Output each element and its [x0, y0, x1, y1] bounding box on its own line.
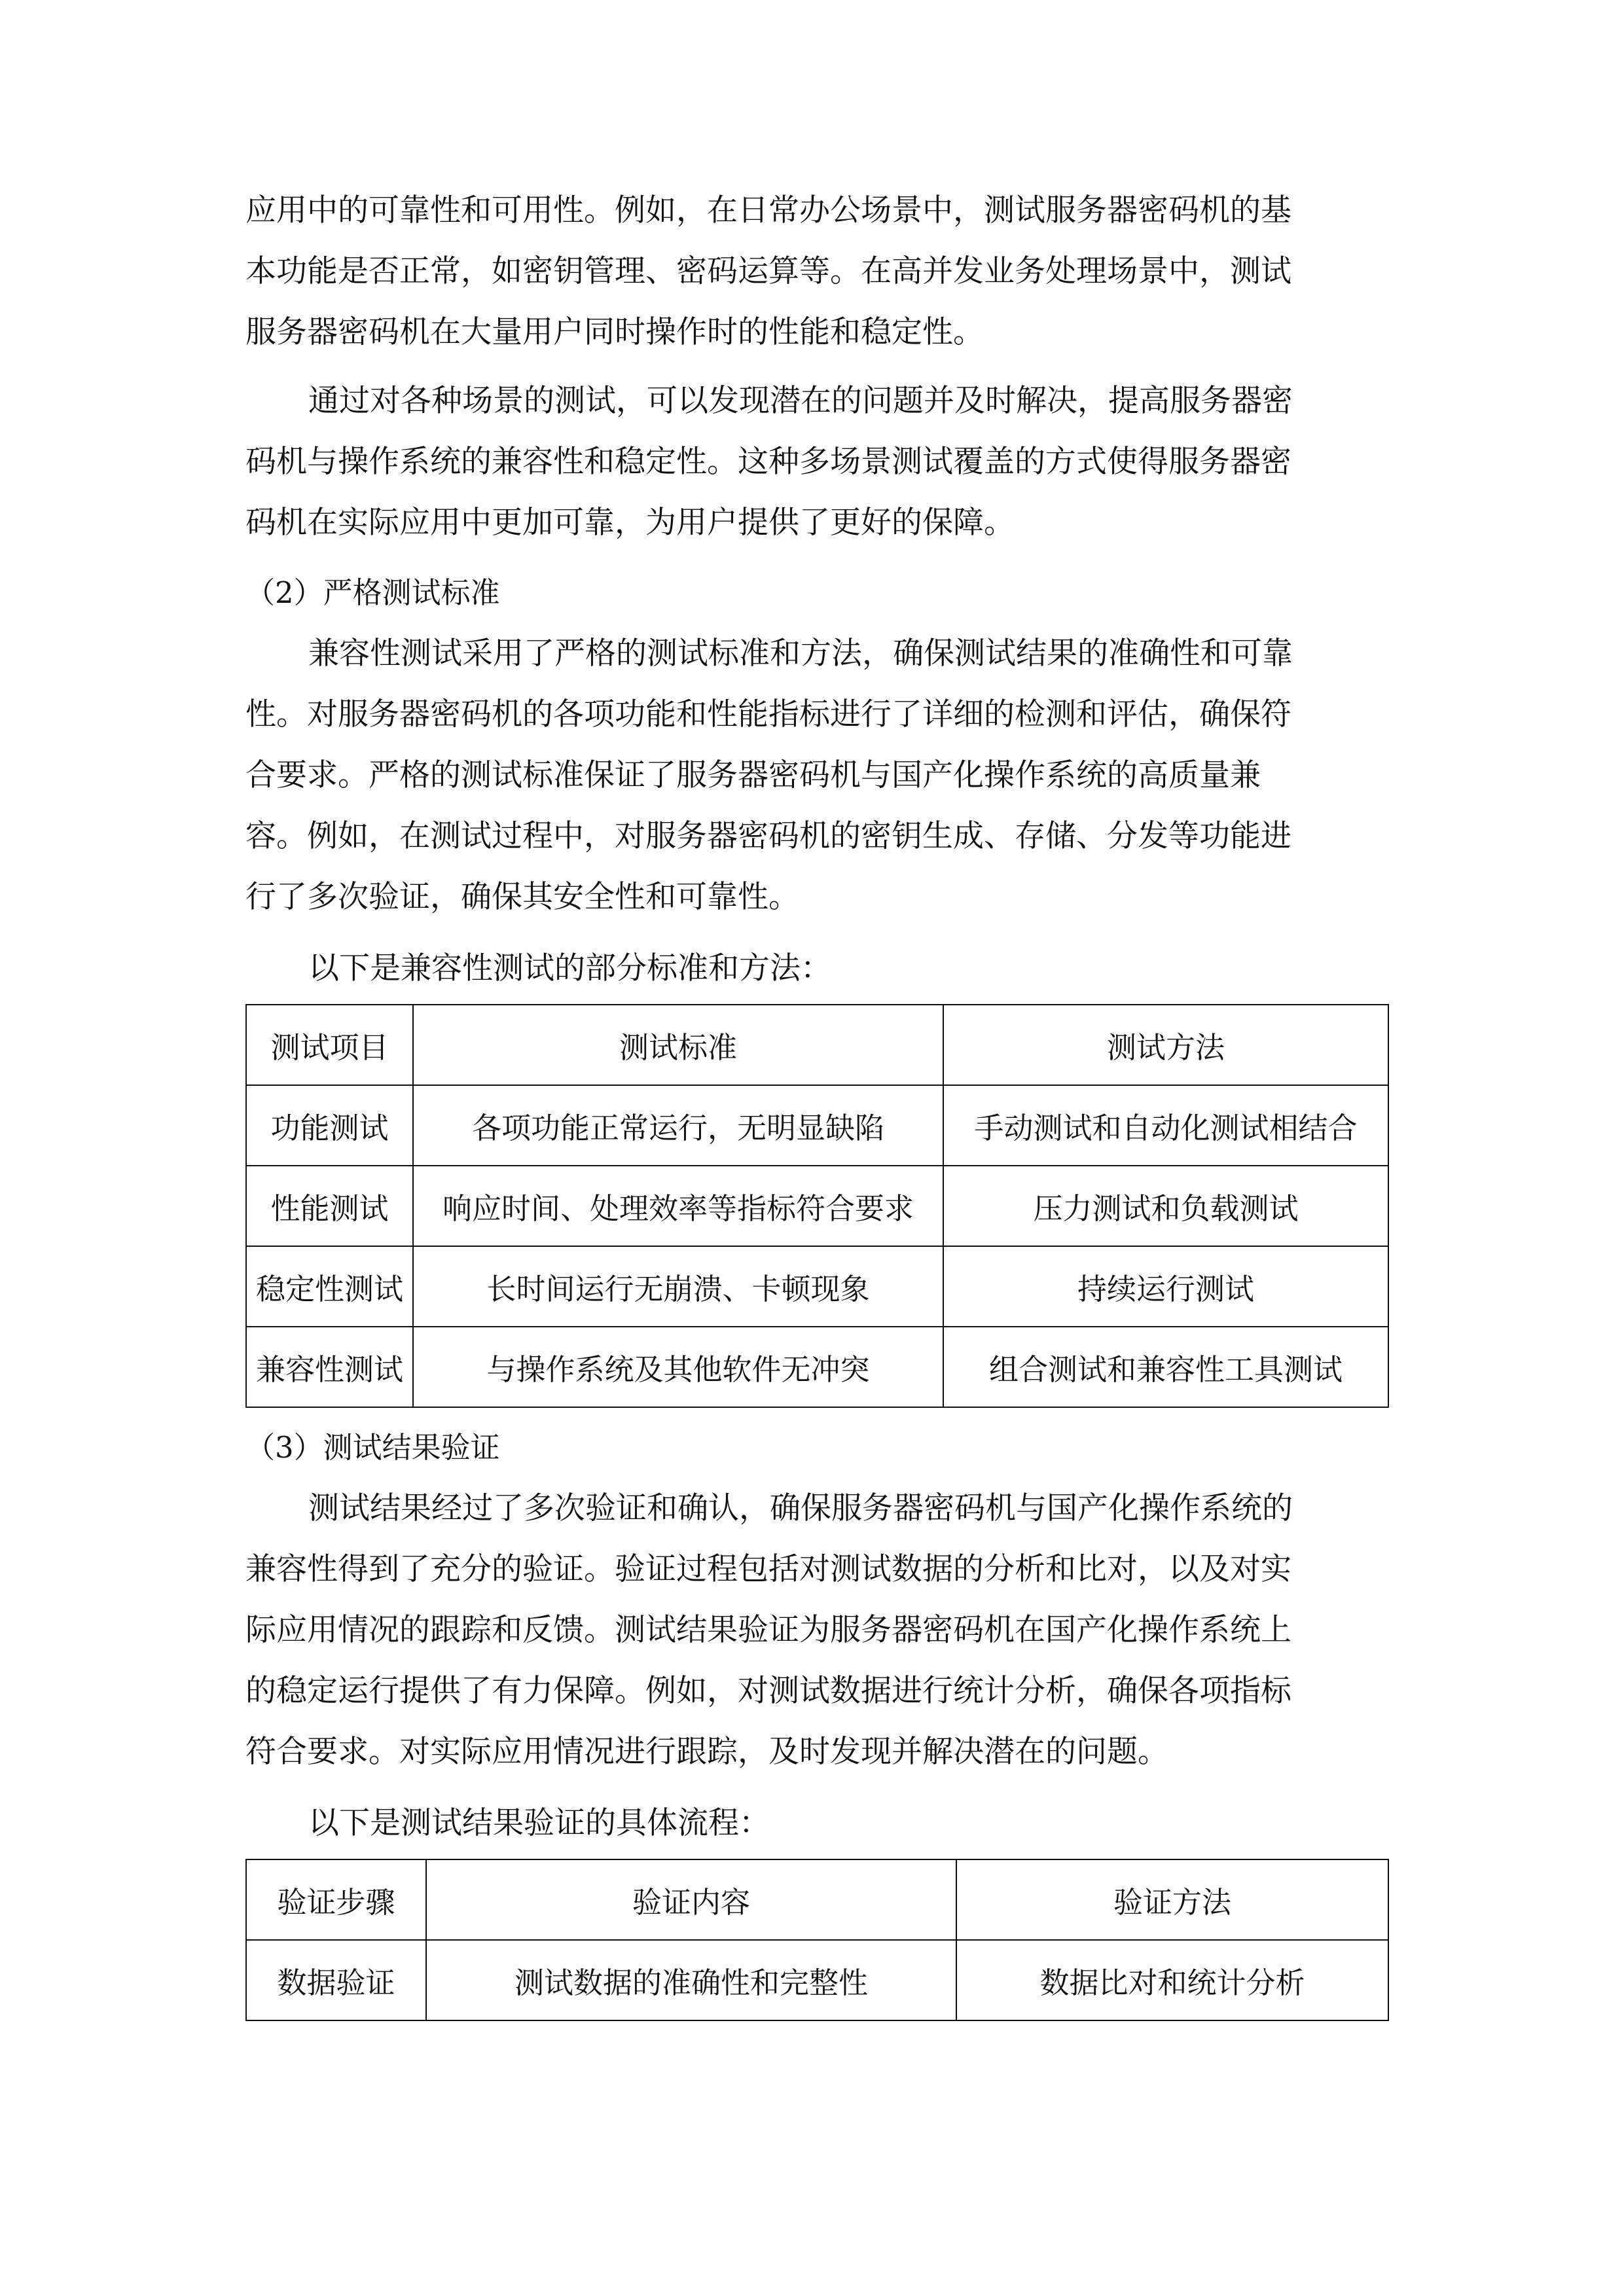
- document-page: [245, 180, 1388, 2021]
- text-line: 应用中的可靠性和可用性。例如，在日常办公场景中，测试服务器密码机的基: [245, 192, 1291, 228]
- text-line: 际应用情况的跟踪和反馈。测试结果验证为服务器密码机在国产化操作系统上: [245, 1612, 1291, 1648]
- text-line: 符合要求。对实际应用情况进行跟踪，及时发现并解决潜在的问题。: [245, 1734, 1168, 1770]
- table-cell: 数据验证: [246, 1940, 426, 2020]
- text-line: 性。对服务器密码机的各项功能和性能指标进行了详细的检测和评估，确保符: [245, 696, 1291, 732]
- table-row: [246, 1246, 1388, 1327]
- header-cell-test-item: 测试项目: [246, 1005, 413, 1085]
- table-cell: 与操作系统及其他软件无冲突: [413, 1327, 943, 1407]
- table-row: [246, 1327, 1388, 1407]
- table-cell: 性能测试: [246, 1166, 413, 1246]
- table-row: [246, 1166, 1388, 1246]
- table-row: [246, 1940, 1388, 2020]
- text-line: 码机与操作系统的兼容性和稳定性。这种多场景测试覆盖的方式使得服务器密: [245, 444, 1291, 480]
- standards-paragraph: [245, 623, 1388, 927]
- text-line: 兼容性得到了充分的验证。验证过程包括对测试数据的分析和比对，以及对实: [245, 1551, 1291, 1587]
- summary-paragraph: [245, 370, 1388, 553]
- table-cell: 持续运行测试: [943, 1246, 1388, 1327]
- table-cell: 压力测试和负载测试: [943, 1166, 1388, 1246]
- intro-paragraph: [245, 180, 1388, 363]
- text-line: 的稳定运行提供了有力保障。例如，对测试数据进行统计分析，确保各项指标: [245, 1673, 1291, 1709]
- verification-paragraph: [245, 1478, 1388, 1782]
- verification-process-table: [245, 1859, 1389, 2021]
- table-cell: 组合测试和兼容性工具测试: [943, 1327, 1388, 1407]
- header-cell-verification-method: 验证方法: [956, 1859, 1388, 1940]
- table-header-row: [246, 1859, 1388, 1940]
- table-cell: 测试数据的准确性和完整性: [426, 1940, 956, 2020]
- section-heading-result-verification: （3）测试结果验证: [245, 1430, 500, 1465]
- text-line: 测试结果经过了多次验证和确认，确保服务器密码机与国产化操作系统的: [308, 1490, 1293, 1526]
- table-cell: 兼容性测试: [246, 1327, 413, 1407]
- table-cell: 稳定性测试: [246, 1246, 413, 1327]
- section-heading-strict-standards: （2）严格测试标准: [245, 575, 500, 610]
- table-cell: 各项功能正常运行，无明显缺陷: [413, 1085, 943, 1166]
- table-cell: 功能测试: [246, 1085, 413, 1166]
- text-line: 容。例如，在测试过程中，对服务器密码机的密钥生成、存储、分发等功能进: [245, 818, 1291, 854]
- table-cell: 数据比对和统计分析: [956, 1940, 1388, 2020]
- header-cell-verification-step: 验证步骤: [246, 1859, 426, 1940]
- table-cell: 长时间运行无崩溃、卡顿现象: [413, 1246, 943, 1327]
- text-line: 行了多次验证，确保其安全性和可靠性。: [245, 879, 799, 915]
- compatibility-test-table: [245, 1004, 1389, 1408]
- header-cell-test-standard: 测试标准: [413, 1005, 943, 1085]
- text-line: 服务器密码机在大量用户同时操作时的性能和稳定性。: [245, 314, 984, 350]
- table-header-row: [246, 1005, 1388, 1085]
- table-lead-verification: 以下是测试结果验证的具体流程：: [308, 1805, 770, 1841]
- table-row: [246, 1085, 1388, 1166]
- table-cell: 手动测试和自动化测试相结合: [943, 1085, 1388, 1166]
- text-line: 通过对各种场景的测试，可以发现潜在的问题并及时解决，提高服务器密: [308, 383, 1293, 419]
- text-line: 合要求。严格的测试标准保证了服务器密码机与国产化操作系统的高质量兼: [245, 757, 1261, 793]
- table-cell: 响应时间、处理效率等指标符合要求: [413, 1166, 943, 1246]
- header-cell-verification-content: 验证内容: [426, 1859, 956, 1940]
- text-line: 本功能是否正常，如密钥管理、密码运算等。在高并发业务处理场景中，测试: [245, 253, 1291, 289]
- text-line: 码机在实际应用中更加可靠，为用户提供了更好的保障。: [245, 505, 1015, 541]
- text-line: 兼容性测试采用了严格的测试标准和方法，确保测试结果的准确性和可靠: [308, 636, 1293, 672]
- table-lead-standards: 以下是兼容性测试的部分标准和方法：: [308, 950, 831, 986]
- header-cell-test-method: 测试方法: [943, 1005, 1388, 1085]
